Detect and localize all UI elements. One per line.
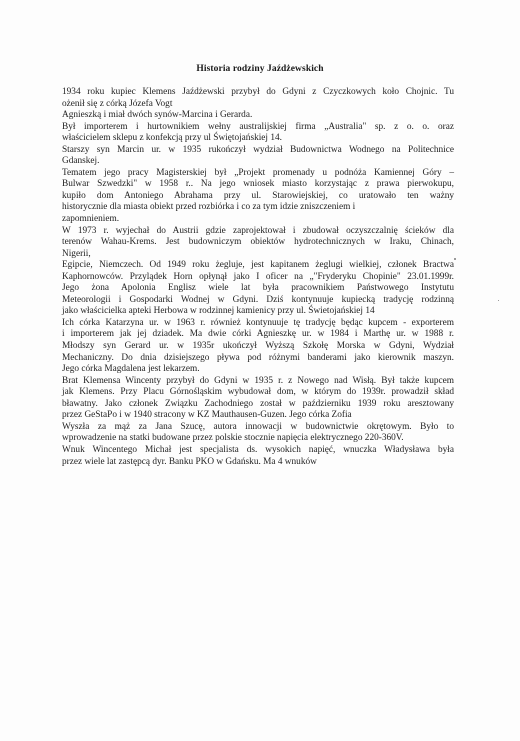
text-line: Wyszła za mąż za Jana Szucę, autora innowacji w budownictwie okrętowym. Było to (62, 421, 454, 432)
text-line: bławatny. Jako członek Związku Zachodniego został w październiku 1939 roku aresztowany (62, 398, 454, 409)
text-line: i importerem jak jej dziadek. Ma dwie córki Agnieszkę ur. w 1984 i Marthę ur. w 1988 r. (62, 329, 454, 340)
document-body (62, 87, 454, 468)
text-line: zapomnieniem. (62, 214, 120, 225)
text-line: wprowadzenie na statki budowane przez polskie stocznie napięcia elektrycznego 220-360V. (62, 433, 404, 444)
text-line: Tematem jego pracy Magisterskiej był „Projekt promenady u podnóża Kamiennej Góry – (62, 167, 454, 178)
text-line: właścicielem sklepu z konfekcją przy ul Świętojańskiej 14. (62, 133, 282, 144)
text-line: terenów Wahau-Krems. Jest budowniczym obiektów hydrotechnicznych w Iraku, Chinach, (62, 237, 454, 248)
text-line: Jego córka Magdalena jest lekarzem. (62, 364, 200, 375)
text-line: Egipcie, Niemczech. Od 1949 roku żegluje, jest kapitanem żeglugi wielkiej, członek Bractwa (62, 260, 454, 271)
scan-speck (454, 258, 456, 260)
text-line: Kaphornowców. Przylądek Horn opłynął jako I oficer na „"Fryderyku Chopinie" 23.01.1999r. (62, 271, 454, 282)
text-line: Meteorologii i Gospodarki Wodnej w Gdyni. Dziś kontynuuje kupiecką tradycję rodzinną (62, 294, 454, 305)
text-line: Wnuk Wincentego Michał jest specjalista ds. wysokich napięć, wnuczka Władysława była (62, 444, 454, 455)
text-line: jako właścicielka apteki Herbowa w rodzinnej kamienicy przy ul. Świetojańskiej 14 (62, 306, 375, 317)
text-line: Starszy syn Marcin ur. w 1935 rukończył wydział Budownictwa Wodnego na Politechnice (62, 144, 454, 155)
text-line: przez GeStaPo i w 1940 stracony w KZ Mauthausen-Guzen. Jego córka Zofia (62, 410, 352, 421)
text-line: kupiło dom Antoniego Abrahama przy ul. Starowiejskiej, co uratowało ten ważny (62, 190, 454, 201)
text-line: Był importerem i hurtownikiem wełny australijskiej firma „Australia" sp. z o. o. oraz (62, 121, 454, 132)
text-line: W 1973 r. wyjechał do Austrii gdzie zaprojektował i zbudował oczyszczalnię ścieków dla (62, 225, 454, 236)
text-line: Ich córka Katarzyna ur. w 1963 r. również kontynuuje tę tradycję będąc kupcem - exporterem (62, 317, 454, 328)
document-title: Historia rodziny Jaźdżewskich (196, 64, 324, 74)
text-line: Brat Klemensa Wincenty przybył do Gdyni w 1935 r. z Nowego nad Wisłą. Był także kupcem (62, 375, 454, 386)
text-line: Nigerii, (62, 248, 91, 259)
text-line: 1934 roku kupiec Klemens Jaźdżewski przybył do Gdyni z Czyczkowych koło Chojnic. Tu (62, 87, 454, 97)
text-line: ożenił się z córką Józefa Vogt (62, 98, 173, 109)
text-line: Młodszy syn Gerard ur. w 1935r ukończył Wyższą Szkołę Morska w Gdyni, Wydział (62, 341, 454, 352)
text-line: Bulwar Szwedzki" w 1958 r.. Na jego wniosek miasto korzystając z prawa pierwokupu, (62, 179, 454, 190)
text-line: przez wiele lat zastępcą dyr. Banku PKO w Gdańsku. Ma 4 wnuków (62, 456, 317, 467)
text-line: Mechaniczny. Do dnia dzisiejszego pływa pod różnymi banderami jako kierownik maszyn. (62, 352, 454, 363)
text-line: Agnieszką i miał dwóch synów-Marcina i Gerarda. (62, 110, 253, 121)
scan-speck (498, 300, 499, 301)
text-line: Gdanskej. (62, 156, 100, 167)
text-line: Jego żona Apolonia Englisz wiele lat była pracownikiem Państwowego Instytutu (62, 283, 454, 294)
text-line: jak Klemens. Przy Placu Górnośląskim wybudował dom, w którym do 1939r. prowadził skład (62, 387, 454, 398)
text-line: historycznie dla miasta obiekt przed rozbiórka i co za tym idzie zniszczeniem i (62, 202, 356, 213)
